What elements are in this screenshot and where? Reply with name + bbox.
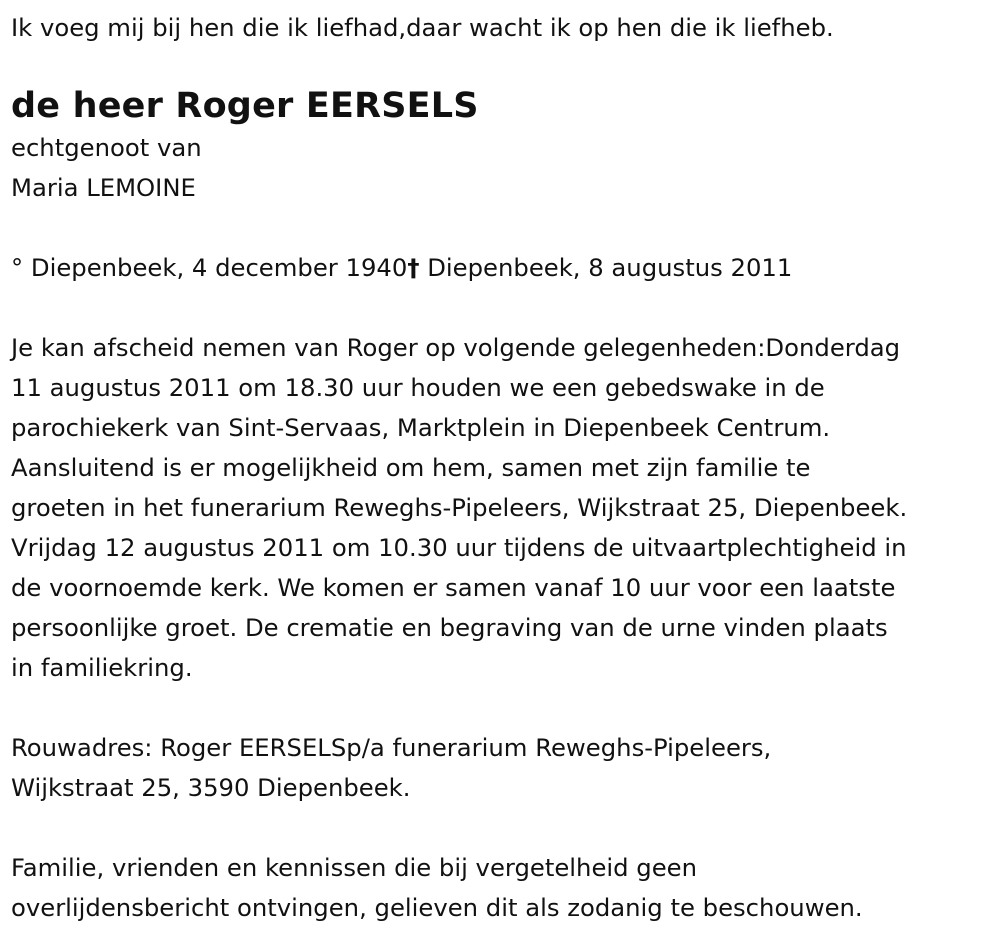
cross-icon: † [407,253,420,282]
address-paragraph [11,728,993,808]
death-date: Diepenbeek, 8 augustus 2011 [419,253,793,282]
spacer [11,808,993,848]
closing-line: Familie, vrienden en kennissen die bij vergetelheid geen [11,853,698,882]
closing-paragraph [11,848,993,928]
ceremony-line: parochiekerk van Sint-Servaas, Marktplein in Diepenbeek Centrum. [11,413,831,442]
deceased-name: de heer Roger EERSELS [11,86,479,126]
birth-date: Diepenbeek, 4 december 1940 [23,253,408,282]
ceremony-line: persoonlijke groet. De crematie en begraving van de urne vinden plaats [11,613,888,642]
spacer [11,688,993,728]
ceremony-line: Vrijdag 12 augustus 2011 om 10.30 uur tijdens de uitvaartplechtigheid in [11,533,907,562]
relation-text: echtgenoot van [11,133,202,162]
ceremony-line: in familiekring. [11,653,193,682]
ceremony-line: de voornoemde kerk. We komen er samen vanaf 10 uur voor een laatste [11,573,896,602]
life-dates [11,248,993,288]
closing-line: overlijdensbericht ontvingen, gelieven dit als zodanig te beschouwen. [11,893,863,922]
ceremony-line: Je kan afscheid nemen van Roger op volgende gelegenheden:Donderdag [11,333,901,362]
obituary-notice [11,8,993,928]
ceremony-line: 11 augustus 2011 om 18.30 uur houden we een gebedswake in de [11,373,825,402]
address-line: Wijkstraat 25, 3590 Diepenbeek. [11,773,411,802]
spouse-name: Maria LEMOINE [11,173,196,202]
birth-symbol: ° [11,253,24,282]
address-line: Rouwadres: Roger EERSELSp/a funerarium Reweghs-Pipeleers, [11,733,772,762]
spacer [11,208,993,248]
ceremony-line: groeten in het funerarium Reweghs-Pipeleers, Wijkstraat 25, Diepenbeek. [11,493,908,522]
ceremony-line: Aansluitend is er mogelijkheid om hem, samen met zijn familie te [11,453,811,482]
memorial-quote: Ik voeg mij bij hen die ik liefhad,daar wacht ik op hen die ik liefheb. [11,13,834,42]
spacer [11,288,993,328]
ceremony-paragraph [11,328,993,688]
